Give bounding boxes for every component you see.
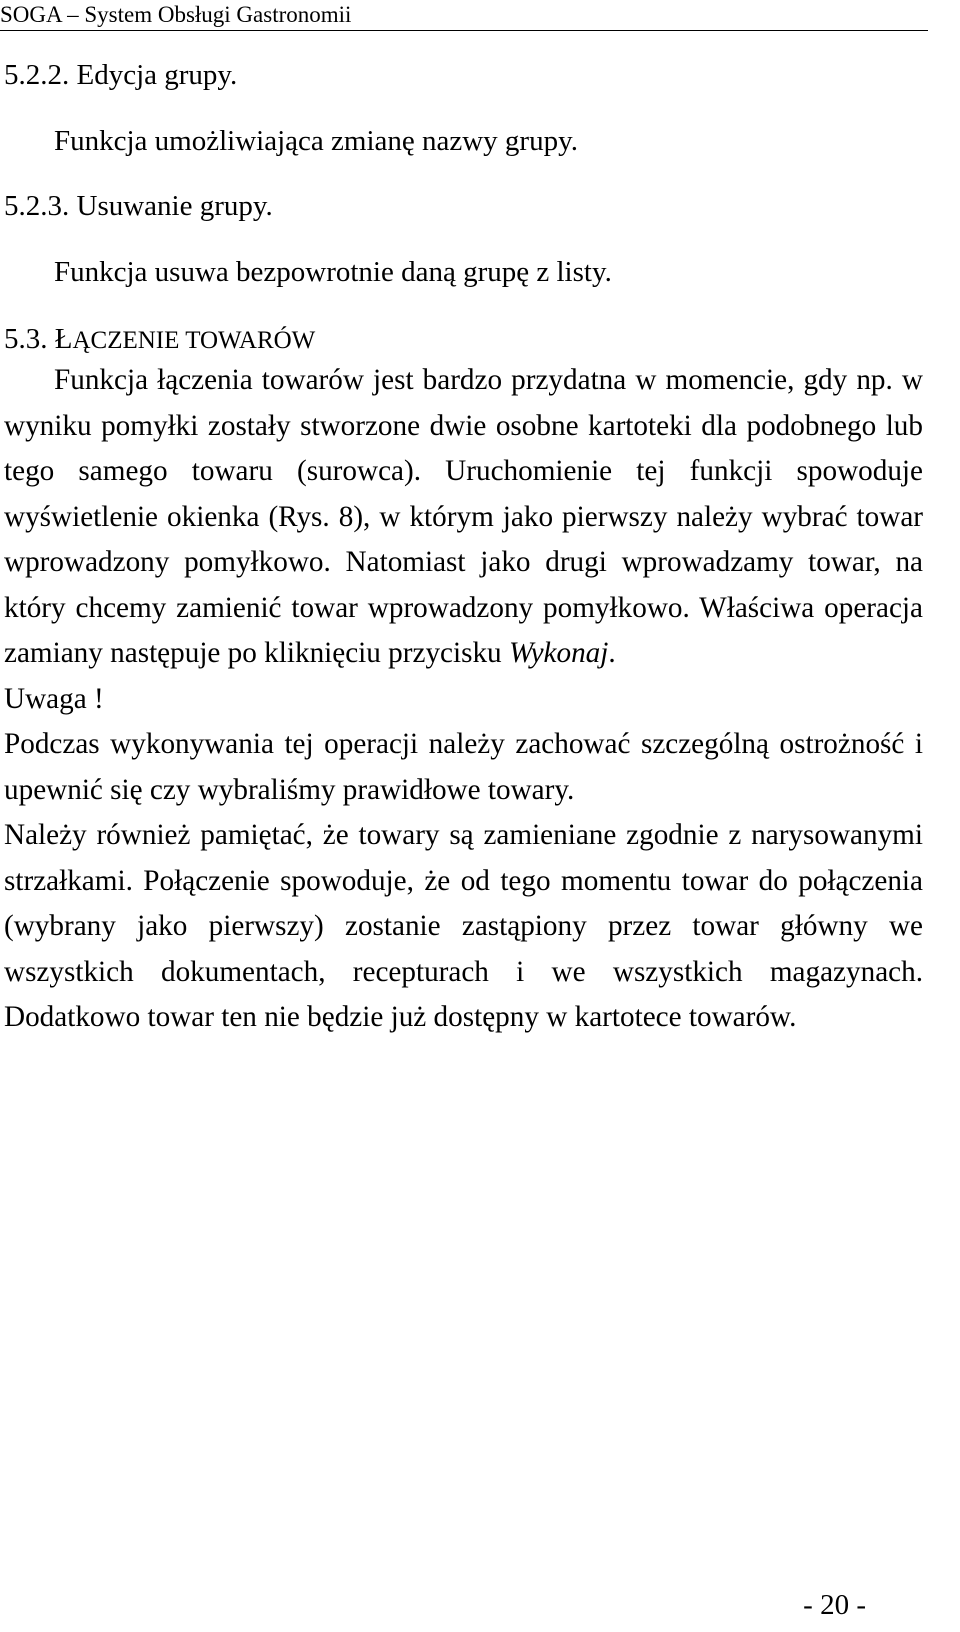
paragraph-warning: Podczas wykonywania tej operacji należy zachować szczególną ostrożność i upewnić się czy wybraliśmy prawidłowe towary. xyxy=(4,728,923,806)
paragraph-intro-end: . xyxy=(608,637,616,669)
section-5-2-2-heading xyxy=(4,56,923,94)
section-5-2-3-heading xyxy=(4,187,923,225)
section-title-rest: ĄCZENIE TOWARÓW xyxy=(72,327,316,354)
paragraph-intro xyxy=(4,358,923,677)
paragraph-intro-text: Funkcja łączenia towarów jest bardzo przydatna w momencie, gdy np. w wyniku pomyłki zostały stworzone dwie osobne kartoteki dla podobnego lub tego samego towaru (surowca). Uruchomienie tej funkcji spowoduje wyświetlenie okienka (Rys. 8), w którym jako pierwszy należy wybrać towar wprowadzony pomyłkowo. Natomiast jako drugi wprowadzamy towar, na który chcemy zamienić towar wprowadzony pomyłkowo. Właściwa operacja zamiany następuje po kliknięciu przycisku xyxy=(4,364,923,669)
section-title: Edycja grupy. xyxy=(76,59,238,91)
section-title-initial: Ł xyxy=(54,323,73,355)
page-content xyxy=(4,56,923,1041)
paragraph-details: Należy również pamiętać, że towary są zamieniane zgodnie z narysowanymi strzałkami. Połączenie spowoduje, że od tego momentu towar do połączenia (wybrany jako pierwszy) zostanie zastąpiony przez towar główny we wszystkich dokumentach, recepturach i we wszystkich magazynach. Dodatkowo towar ten nie będzie już dostępny w kartotece towarów. xyxy=(4,819,923,1033)
section-5-3-heading xyxy=(4,320,923,358)
page-number: - 20 - xyxy=(803,1589,866,1621)
section-number: 5.2.2. xyxy=(4,59,70,91)
section-title: Usuwanie grupy. xyxy=(76,190,273,222)
section-number: 5.3. xyxy=(4,323,48,355)
section-title xyxy=(55,323,316,355)
section-number: 5.2.3. xyxy=(4,190,70,222)
page-header xyxy=(0,0,928,31)
section-5-2-2-description: Funkcja umożliwiająca zmianę nazwy grupy. xyxy=(54,125,578,157)
button-name-reference: Wykonaj xyxy=(508,637,609,669)
section-5-2-3-description: Funkcja usuwa bezpowrotnie daną grupę z listy. xyxy=(54,256,612,288)
document-title: SOGA – System Obsługi Gastronomii xyxy=(0,2,352,27)
warning-label: Uwaga ! xyxy=(4,682,104,715)
